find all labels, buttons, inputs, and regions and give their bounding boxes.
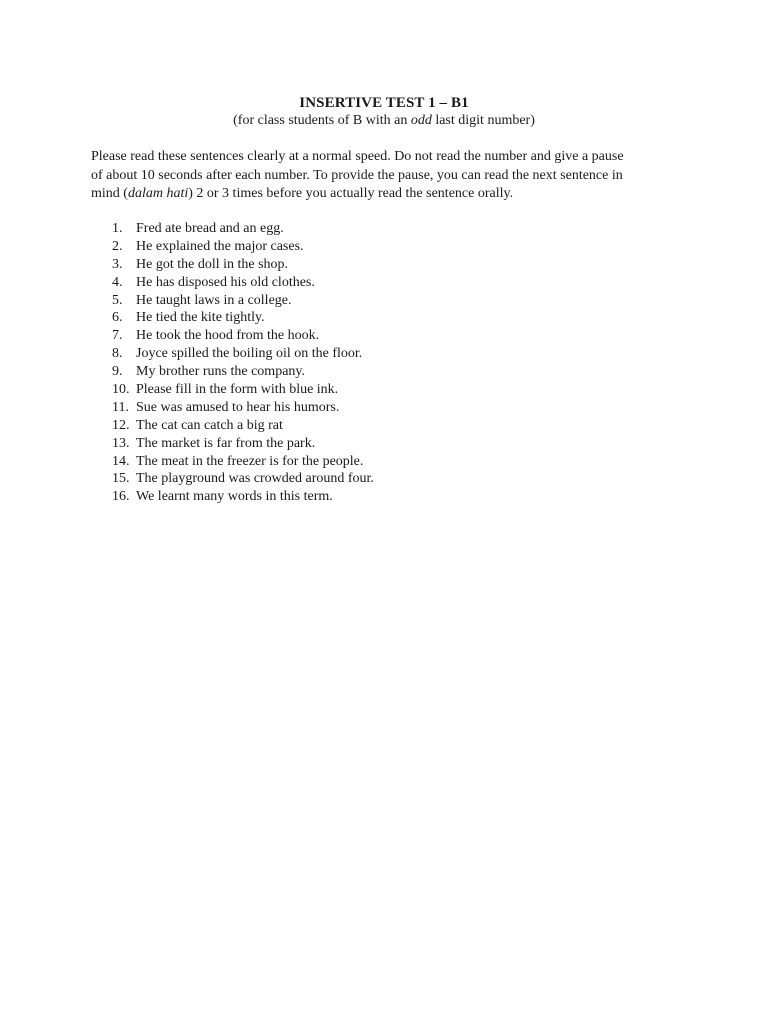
- instructions-paragraph: [91, 148, 691, 204]
- subtitle-emphasis: odd: [410, 113, 432, 128]
- item-number: 4.: [112, 274, 123, 290]
- subtitle-text-after: last digit number): [431, 113, 535, 128]
- list-item: [0, 399, 768, 417]
- list-item: [0, 309, 768, 327]
- item-number: 12.: [112, 417, 130, 433]
- item-text: He tied the kite tightly.: [136, 310, 265, 326]
- subtitle-text-before: (for class students of B with an: [233, 113, 411, 128]
- item-text: The playground was crowded around four.: [136, 471, 374, 487]
- item-number: 9.: [112, 364, 123, 380]
- item-number: 11.: [112, 399, 129, 415]
- instructions-emphasis: dalam hati: [127, 186, 189, 201]
- item-number: 15.: [112, 471, 130, 487]
- list-item: [0, 435, 768, 453]
- list-item: [0, 470, 768, 488]
- list-item: [0, 453, 768, 471]
- item-text: Joyce spilled the boiling oil on the floor.: [136, 346, 363, 362]
- item-text: He got the doll in the shop.: [136, 256, 289, 272]
- instructions-line-3-before: mind (: [91, 186, 128, 201]
- instructions-line-1: Please read these sentences clearly at a normal speed. Do not read the number and give a pause: [91, 149, 624, 164]
- list-item: [0, 345, 768, 363]
- item-text: The market is far from the park.: [136, 435, 316, 451]
- list-item: [0, 363, 768, 381]
- sentence-list: [0, 220, 768, 506]
- item-text: My brother runs the company.: [136, 364, 305, 380]
- item-text: The cat can catch a big rat: [136, 417, 283, 433]
- list-item: [0, 274, 768, 292]
- list-item: [0, 327, 768, 345]
- list-item: [0, 238, 768, 256]
- list-item: [0, 220, 768, 238]
- item-number: 10.: [112, 382, 130, 398]
- list-item: [0, 417, 768, 435]
- item-text: He taught laws in a college.: [136, 292, 292, 308]
- instructions-line-2: of about 10 seconds after each number. To provide the pause, you can read the next sentence in: [91, 167, 623, 183]
- instructions-line-3: [91, 185, 691, 204]
- item-number: 14.: [112, 453, 130, 469]
- item-text: The meat in the freezer is for the people.: [136, 453, 364, 469]
- list-item: [0, 488, 768, 506]
- item-number: 2.: [112, 238, 123, 254]
- item-text: He has disposed his old clothes.: [136, 274, 315, 290]
- item-number: 13.: [112, 435, 130, 451]
- document-title: INSERTIVE TEST 1 – B1: [299, 95, 469, 111]
- item-text: Please fill in the form with blue ink.: [136, 382, 339, 398]
- instructions-line-3-after: ) 2 or 3 times before you actually read the sentence orally.: [188, 186, 514, 201]
- item-number: 3.: [112, 256, 123, 272]
- item-number: 1.: [112, 221, 123, 236]
- item-text: We learnt many words in this term.: [136, 489, 333, 505]
- item-number: 8.: [112, 346, 123, 362]
- list-item: [0, 256, 768, 274]
- item-number: 5.: [112, 292, 123, 308]
- item-number: 16.: [112, 489, 130, 505]
- item-text: Sue was amused to hear his humors.: [136, 399, 340, 415]
- item-number: 6.: [112, 310, 123, 326]
- list-item: [0, 292, 768, 310]
- item-number: 7.: [112, 328, 123, 344]
- item-text: He explained the major cases.: [136, 238, 304, 254]
- item-text: He took the hood from the hook.: [136, 328, 320, 344]
- item-text: Fred ate bread and an egg.: [136, 221, 284, 236]
- document-subtitle: [0, 112, 768, 130]
- list-item: [0, 381, 768, 399]
